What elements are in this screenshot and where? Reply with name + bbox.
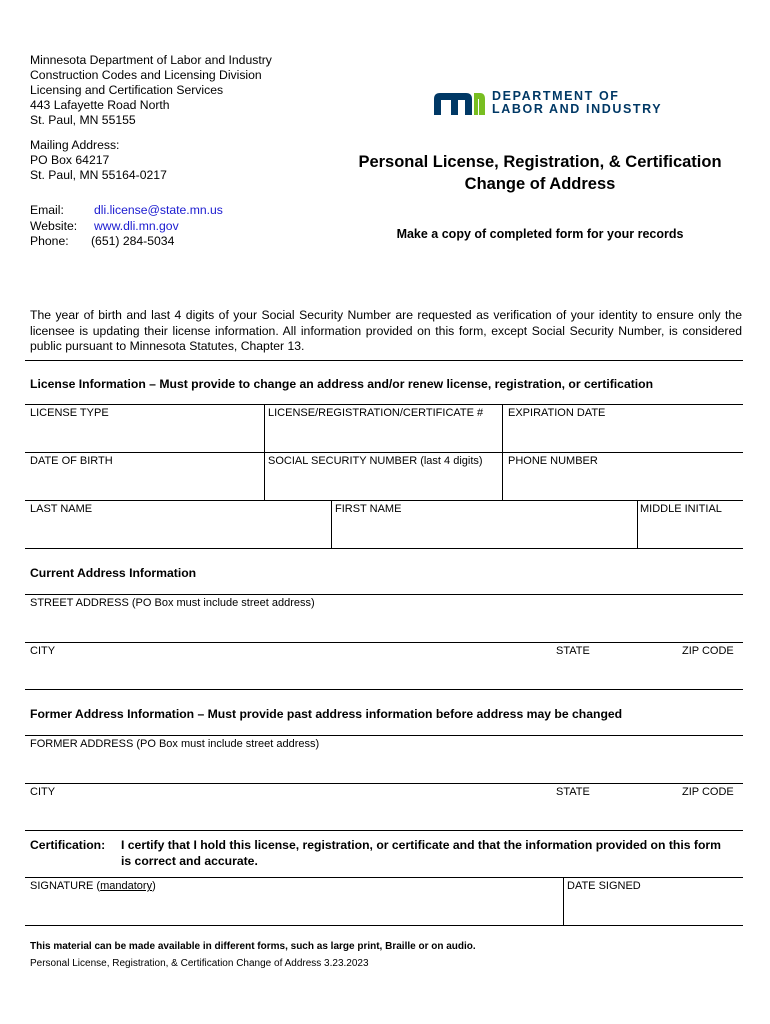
current-city-field[interactable]: CITY <box>30 645 56 657</box>
former-city-field[interactable]: CITY <box>30 786 56 798</box>
table-line <box>25 783 743 784</box>
license-type-field[interactable]: LICENSE TYPE <box>30 407 109 419</box>
signature-mandatory-note: mandatory <box>100 880 153 892</box>
form-title-line-1: Personal License, Registration, & Certification <box>358 153 722 171</box>
website-link[interactable]: www.dli.mn.gov <box>94 218 179 233</box>
phone-number-field[interactable]: PHONE NUMBER <box>508 455 598 467</box>
table-line <box>25 548 743 549</box>
table-line <box>25 689 743 690</box>
table-line <box>25 452 743 453</box>
mn-logo-icon <box>432 91 486 115</box>
current-address-heading: Current Address Information <box>30 566 197 580</box>
current-zip-field[interactable]: ZIP CODE <box>682 645 734 657</box>
table-line <box>25 830 743 831</box>
phone-value: (651) 284-5034 <box>91 234 175 248</box>
license-section-heading: License Information – Must provide to change an address and/or renew license, registration, or certification <box>30 377 654 391</box>
street-address-field[interactable]: STREET ADDRESS (PO Box must include street address) <box>30 597 315 609</box>
accessibility-note: This material can be made available in different forms, such as large print, Braille or on audio. <box>30 941 476 952</box>
former-address-heading: Former Address Information – Must provide past address information before address may be changed <box>30 707 623 721</box>
former-state-field[interactable]: STATE <box>556 786 590 798</box>
dli-logo <box>432 90 662 116</box>
table-line <box>502 404 503 500</box>
intro-paragraph: The year of birth and last 4 digits of your Social Security Number are requested as verification of your identity to ensure only the licensee is updating their license information. All information provided on this form, except Social Security Number, is considered public pursuant to Minnesota Statutes, Chapter 13. <box>30 308 742 353</box>
divider <box>25 360 743 361</box>
table-line <box>25 735 743 736</box>
table-line <box>563 877 564 925</box>
last-name-field[interactable]: LAST NAME <box>30 503 93 515</box>
mailing-line: Mailing Address: <box>30 138 120 152</box>
logo-line-2: LABOR AND INDUSTRY <box>492 102 663 116</box>
signature-field[interactable]: SIGNATURE (mandatory) <box>30 880 156 892</box>
mailing-line: St. Paul, MN 55164-0217 <box>30 168 167 182</box>
table-line <box>25 642 743 643</box>
table-line <box>264 404 265 500</box>
form-title-line-2: Change of Address <box>464 175 616 193</box>
certification-label: Certification: <box>30 838 106 852</box>
website-label: Website: <box>30 218 78 233</box>
ssn-field[interactable]: SOCIAL SECURITY NUMBER (last 4 digits) <box>268 455 483 467</box>
logo-line-1: DEPARTMENT OF <box>492 89 620 103</box>
email-label: Email: <box>30 203 64 217</box>
address-line: 443 Lafayette Road North <box>30 98 170 112</box>
license-number-field[interactable]: LICENSE/REGISTRATION/CERTIFICATE # <box>268 407 484 419</box>
address-line: Minnesota Department of Labor and Industry <box>30 53 272 67</box>
date-signed-field[interactable]: DATE SIGNED <box>567 880 641 892</box>
form-title <box>340 151 740 195</box>
agency-address-block <box>30 53 272 183</box>
table-line <box>637 500 638 548</box>
table-line <box>25 877 743 878</box>
address-line: Licensing and Certification Services <box>30 83 224 97</box>
first-name-field[interactable]: FIRST NAME <box>335 503 402 515</box>
table-line <box>331 500 332 548</box>
former-address-field[interactable]: FORMER ADDRESS (PO Box must include street address) <box>30 738 320 750</box>
phone-label: Phone: <box>30 234 69 248</box>
former-zip-field[interactable]: ZIP CODE <box>682 786 734 798</box>
form-identifier: Personal License, Registration, & Certification Change of Address 3.23.2023 <box>30 958 369 969</box>
logo-wordmark <box>492 90 662 116</box>
mailing-line: PO Box 64217 <box>30 153 110 167</box>
table-line <box>25 925 743 926</box>
table-line <box>25 500 743 501</box>
current-state-field[interactable]: STATE <box>556 645 590 657</box>
signature-label: SIGNATURE <box>30 880 94 892</box>
address-line: Construction Codes and Licensing Division <box>30 68 262 82</box>
table-line <box>25 594 743 595</box>
expiration-date-field[interactable]: EXPIRATION DATE <box>508 407 606 419</box>
address-line: St. Paul, MN 55155 <box>30 113 136 127</box>
certification-statement: I certify that I hold this license, registration, or certificate and that the information provided on this form is correct and accurate. <box>121 838 721 868</box>
email-link[interactable]: dli.license@state.mn.us <box>94 203 223 217</box>
date-of-birth-field[interactable]: DATE OF BIRTH <box>30 455 113 467</box>
copy-note: Make a copy of completed form for your records <box>396 227 684 241</box>
table-line <box>25 404 743 405</box>
middle-initial-field[interactable]: MIDDLE INITIAL <box>640 503 722 515</box>
contact-block <box>30 203 223 250</box>
